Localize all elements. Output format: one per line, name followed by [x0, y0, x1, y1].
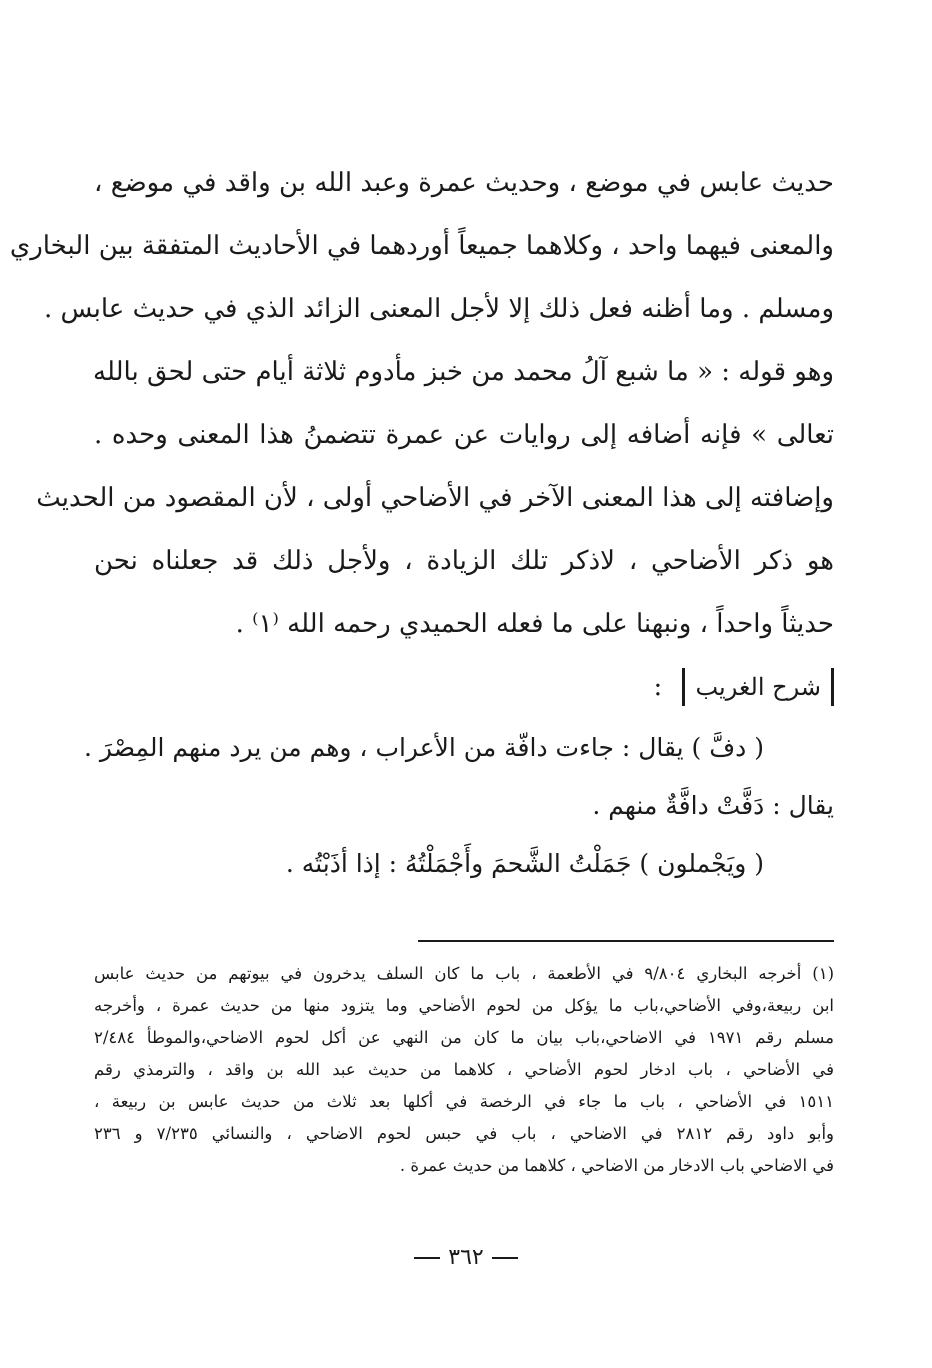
footnote-line: مسلم رقم ١٩٧١ في الاضاحي،باب بيان ما كان من النهي عن أكل لحوم الاضاحي،والموطأ ٢/٤٨٤: [94, 1028, 835, 1047]
footnote-divider: [418, 940, 834, 942]
footnote-line: ابن ربيعة،وفي الأضاحي،باب ما يؤكل من لحوم الأضاحي وما يتزود منها من حديث عمرة ، وأخرجه: [94, 996, 834, 1015]
gloss-entry: يقال : دَفَّتْ دافَّةٌ منهم .: [592, 791, 834, 820]
footnote-line: ١٥١١ في الأضاحي ، باب ما جاء في الرخصة في أكلها بعد ثلاث من حديث عابس بن ربيعة ،: [94, 1092, 834, 1111]
text-line: والمعنى فيهما واحد ، وكلاهما جميعاً أوردهما في الأحاديث المتفقة بين البخاري: [9, 231, 834, 261]
gharib-heading-row: [94, 656, 834, 719]
text-line: حديثاً واحداً ، ونبهنا على ما فعله الحميدي رحمه الله ⁽١⁾ .: [235, 609, 834, 639]
footnote-line: (١) أخرجه البخاري ٩/٨٠٤ في الأطعمة ، باب ما كان السلف يدخرون في بيوتهم من حديث عابس: [94, 964, 834, 983]
main-text-block: [9, 152, 834, 893]
footnote-line: في الأضاحي ، باب ادخار لحوم الأضاحي ، كلاهما من حديث عبد الله بن واقد ، والترمذي رقم: [94, 1060, 834, 1079]
dash-right: [414, 1257, 440, 1259]
footnote-line: وأبو داود رقم ٢٨١٢ في الاضاحي ، باب في حبس لحوم الاضاحي ، والنسائي ٧/٢٣٥ و ٢٣٦: [94, 1124, 834, 1143]
page-number-row: [0, 1245, 932, 1270]
gharib-heading: شرح الغريب: [682, 668, 834, 706]
text-line: وإضافته إلى هذا المعنى الآخر في الأضاحي أولى ، لأن المقصود من الحديث: [36, 483, 834, 513]
text-line: تعالى » فإنه أضافه إلى روايات عن عمرة تتضمنُ هذا المعنى وحده .: [94, 420, 834, 450]
text-line: ومسلم . وما أظنه فعل ذلك إلا لأجل المعنى الزائد الذي في حديث عابس .: [43, 294, 834, 324]
gloss-entry: ( ويَجْملون ) جَمَلْتُ الشَّحمَ وأَجْمَلْتُهُ : إذا أذَبْتُه .: [285, 849, 764, 878]
text-line: وهو قوله : « ما شبع آلُ محمد من خبز مأدوم ثلاثة أيام حتى لحق بالله: [93, 357, 834, 387]
page-number: ٣٦٢: [448, 1245, 484, 1270]
gloss-entry: ( دفَّ ) يقال : جاءت دافّة من الأعراب ، وهم من يرد منهم المِصْرَ .: [84, 733, 764, 762]
footnote-line: في الاضاحي باب الادخار من الاضاحي ، كلاهما من حديث عمرة .: [399, 1156, 834, 1175]
text-line: حديث عابس في موضع ، وحديث عمرة وعبد الله بن واقد في موضع ،: [94, 168, 834, 198]
footnote-block: [94, 958, 834, 1182]
gharib-heading-colon: :: [653, 672, 663, 702]
dash-left: [492, 1257, 518, 1259]
text-line: هو ذكر الأضاحي ، لاذكر تلك الزيادة ، ولأجل ذلك قد جعلناه نحن: [94, 546, 834, 576]
